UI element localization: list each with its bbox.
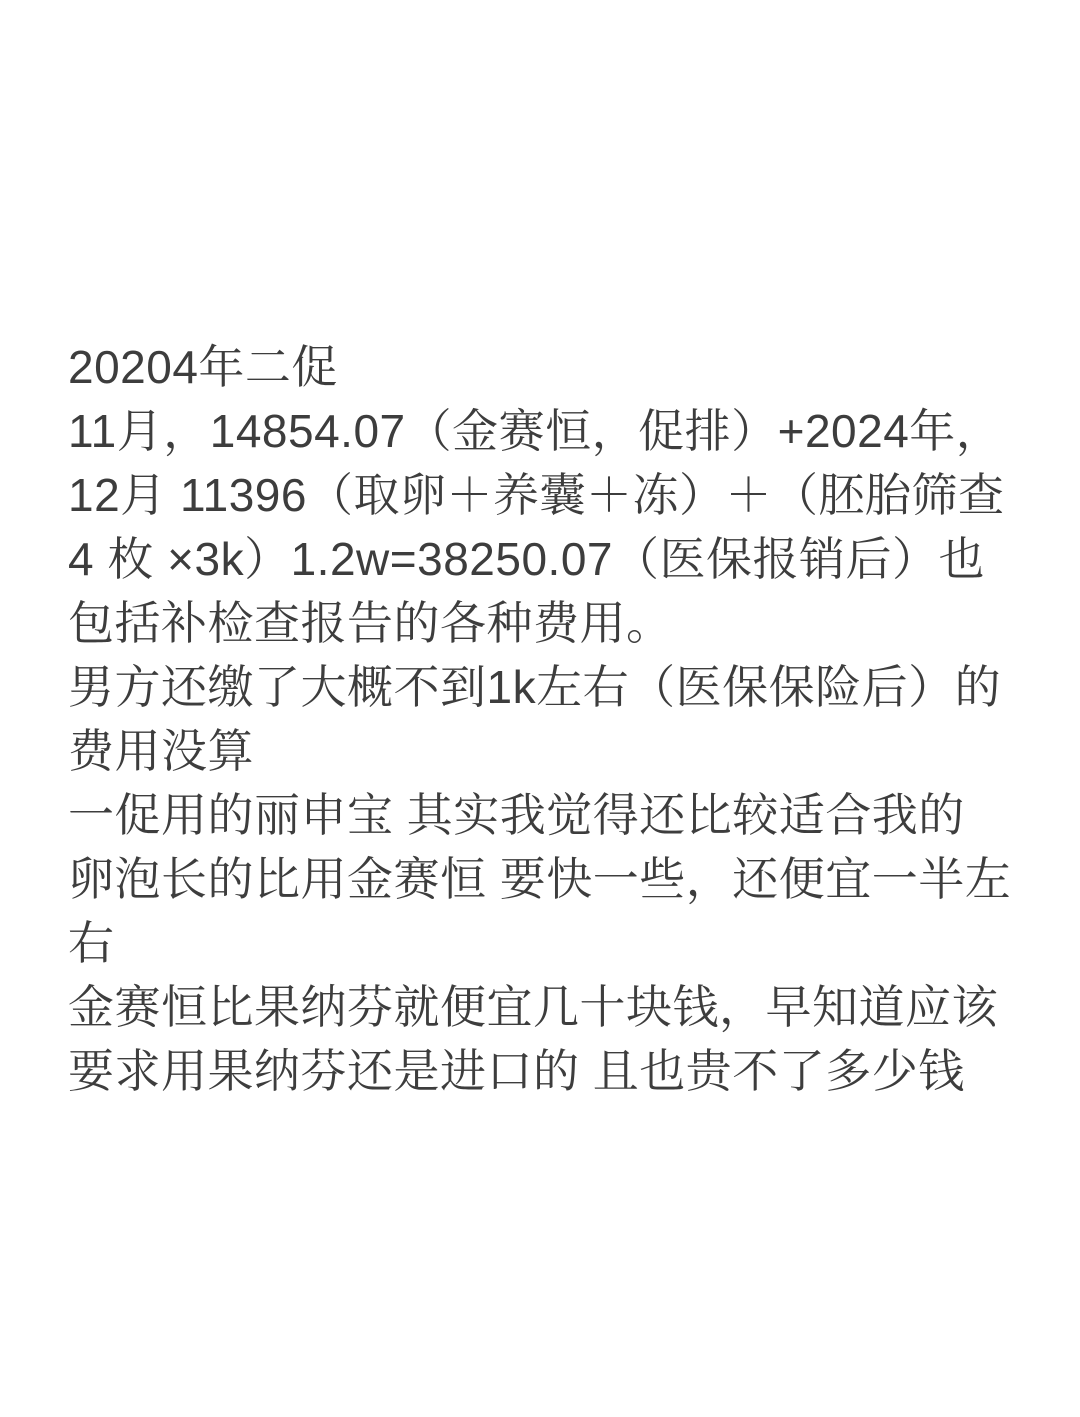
note-paragraph-4: 一促用的丽申宝 其实我觉得还比较适合我的 卵泡长的比用金赛恒 要快一些，还便宜一半左右 <box>68 789 1012 969</box>
note-paragraph-1: 20204年二促 <box>68 341 338 393</box>
note-paragraph-2: 11月，14854.07（金赛恒，促排）+2024年，12月 11396（取卵＋养囊＋冻）＋（胚胎筛查 4 枚 ×3k）1.2w=38250.07（医保报销后）也包括补检查报告的各种费用。 <box>68 405 1005 649</box>
note-paragraph-5: 金赛恒比果纳芬就便宜几十块钱，早知道应该要求用果纳芬还是进口的 且也贵不了多少钱 <box>68 981 998 1097</box>
note-paragraph-3: 男方还缴了大概不到1k左右（医保保险后）的费用没算 <box>68 661 1002 777</box>
note-text-block <box>68 335 1018 1103</box>
